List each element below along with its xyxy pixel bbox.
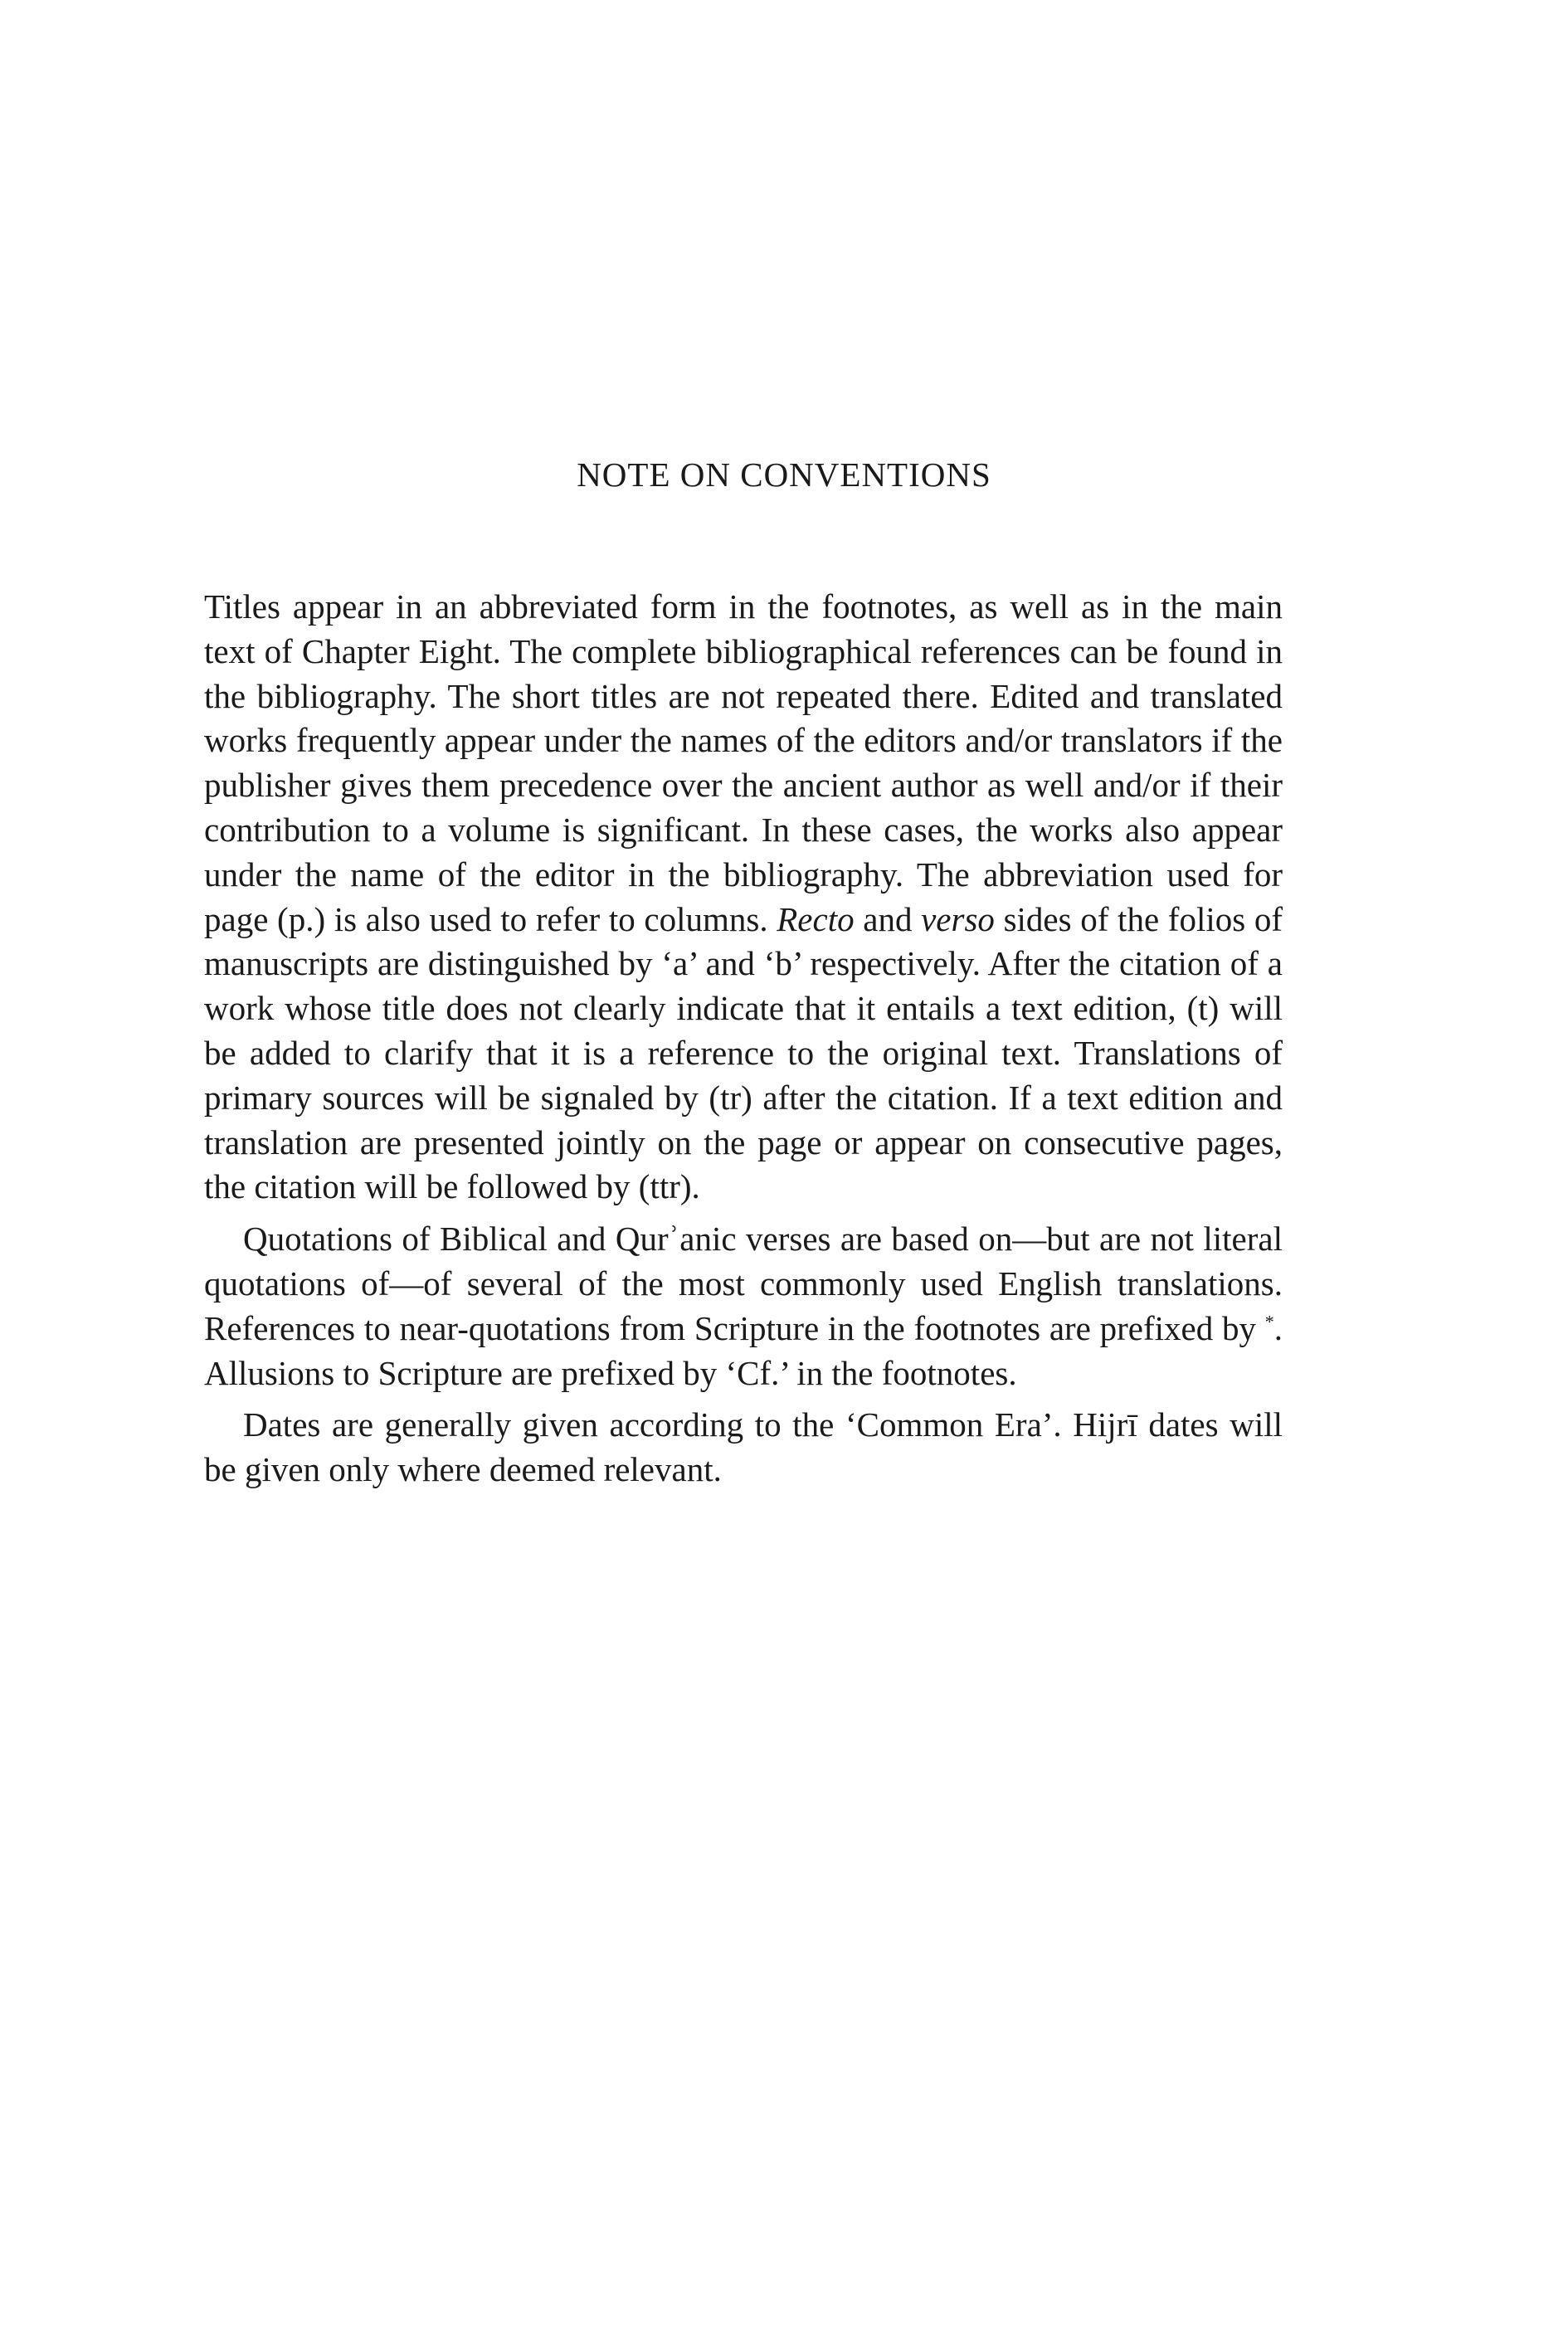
paragraph-text: Dates are generally given according to the ‘Common Era’. Hijrī dates will be given only where deemed relevant. xyxy=(204,1405,1283,1489)
paragraph-titles xyxy=(204,585,1283,1210)
paragraph-text: sides of the folios of manuscripts are distinguished by ‘a’ and ‘b’ respectively. After the citation of a work whose title does not clearly indicate that it entails a text edition, (t) will be added to clarify that it is a reference to the original text. Translations of primary sources will be signaled by (tr) after the citation. If a text edition and translation are presented jointly on the page or appear on consecutive pages, the citation will be followed by (ttr). xyxy=(204,899,1283,1206)
body-text xyxy=(204,585,1283,1493)
paragraph-text: Titles appear in an abbreviated form in the footnotes, as well as in the main text of Chapter Eight. The complete bibliographical references can be found in the bibliography. The short titles are not repeated there. Edited and translated works frequently appear under the names of the editors and/or translators if the publisher gives them precedence over the ancient author as well and/or if their contribution to a volume is significant. In these cases, the works also appear under the name of the editor in the bibliography. The abbreviation used for page (p.) is also used to refer to columns. xyxy=(204,587,1283,938)
page-title: NOTE ON CONVENTIONS xyxy=(577,455,991,494)
paragraph-text: Quotations of Biblical and Qurʾanic verses are based on—but are not literal quotations of—of several of the most commonly used English translations. References to near-quotations from Scripture in the footnotes are prefixed by xyxy=(204,1220,1283,1347)
paragraph-dates xyxy=(204,1403,1283,1493)
verso-term: verso xyxy=(921,899,995,938)
paragraph-text: and xyxy=(854,899,922,938)
recto-term: Recto xyxy=(777,899,855,938)
paragraph-text: . Allusions to Scripture are prefixed by ‘Cf.’ in the footnotes. xyxy=(204,1308,1283,1392)
paragraph-quotations xyxy=(204,1217,1283,1395)
asterisk-marker: * xyxy=(1264,1311,1274,1332)
